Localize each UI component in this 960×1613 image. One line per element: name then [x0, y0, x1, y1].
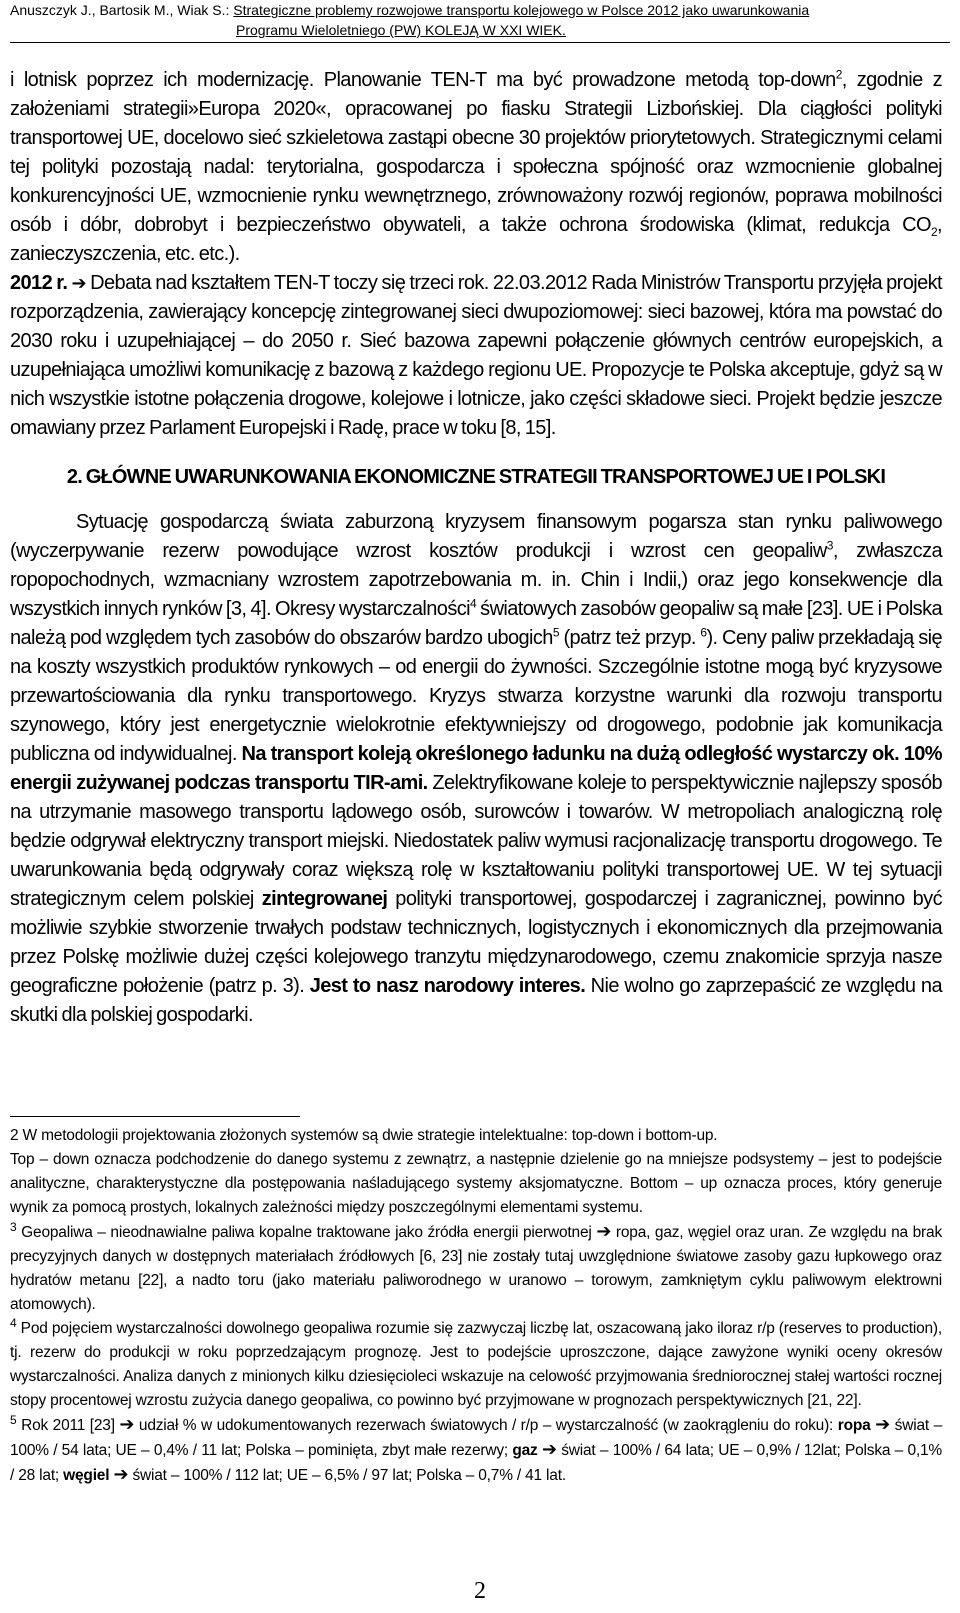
text-run: światowych zasobów geopaliw są małe [23]. UE i Polska należą pod względem tych zasobów do obszarów bardzo ubogich	[10, 598, 942, 649]
footnote-2-continued: Top – down oznacza podchodzenie do danego systemu z zewnątrz, a następnie dzielenie go na mniejsze podsystemy – jest to podejście analityczne, charakterystyczne dla postępowania naśladującego systemy aksjomatyczne. Bottom – up oznacza proces, który generuje wynik za pomocą prostych, lokalnych zależności między poszczególnymi elementami systemu.	[10, 1151, 942, 1216]
footnote-number: 4	[10, 1315, 17, 1330]
text-run: Debata nad kształtem TEN-T toczy się trzeci rok. 22.03.2012 Rada Ministrów Transportu przyjęła projekt rozporządzenia, zawierający koncepcję zintegrowanej sieci dwupoziomowej: sieci bazowej, która ma powstać do 2030 roku i uzupełniającej – do 2050 r. Sieć bazowa zapewni połączenie głównych centrów europejskich, a uzupełniająca umożliwi komunikację z bazową z każdego regionu UE. Propozycje te Polska akceptuje, gdyż są w nich wszystkie istotne połączenia drogowe, kolejowe i lotnicze, jako części składowe sieci. Projekt będzie jeszcze omawiany przez Parlament Europejski i Radę, prace w toku [8, 15].	[10, 272, 942, 439]
text-run: , zgodnie z założeniami strategii»Europa 2020«, opracowanej po fiasku Strategii Lizbońskiej. Dla ciągłości polityki transportowej UE, docelowo sieć szkieletowa zastąpi obecne 30 projektów priorytetowych. Strategicznymi celami tej polityki pozostają nadal: terytorialna, gospodarcza i społeczna spójność oraz wzmocnienie globalnej konkurencyjności UE, wzmocnienie rynku wewnętrznego, zrównoważony rozwój regionów, poprawa mobilności osób i dóbr, dobrobyt i bezpieczeństwo obywateli, a także ochrona środowiska (klimat, redukcja CO	[10, 69, 943, 236]
header-title-part-1: Strategiczne problemy rozwojowe transportu kolejowego w Polsce 2012 jako uwarunkowania	[233, 2, 810, 18]
header-title-part-2: Programu Wieloletniego (PW) KOLEJĄ W XXI WIEK.	[236, 22, 566, 38]
header-authors: Anuszczyk J., Bartosik M., Wiak S.:	[10, 2, 230, 18]
paragraph-economic	[10, 508, 942, 1030]
text-run: świat – 100% / 112 lat; UE – 6,5% / 97 lat; Polska – 0,7% / 41 lat.	[128, 1467, 566, 1484]
footnote-ref-6: 6	[700, 625, 707, 640]
text-run: , zanieczyszczenia, etc. etc.).	[10, 214, 942, 265]
bold-word: ropa	[837, 1417, 871, 1434]
footnote-rule	[10, 1116, 300, 1117]
footnote-4	[10, 1317, 942, 1413]
bold-word: węgiel	[63, 1467, 110, 1484]
paragraph-2012	[10, 269, 942, 443]
footnote-2	[10, 1124, 942, 1148]
header-line-2	[10, 20, 950, 40]
page-number: 2	[474, 1578, 486, 1604]
text-run: Nie wolno go zaprzepaścić ze względu na skutki dla polskiej gospodarki.	[10, 975, 942, 1026]
footnote-ref-3: 3	[826, 538, 833, 553]
footnote-number: 5	[10, 1412, 17, 1427]
footnote-number: 2	[10, 1127, 19, 1144]
text-run: Zelektryfikowane koleje to perspektywicznie najlepszy sposób na utrzymanie masowego transportu lądowego osób, surowców i towarów. W metropoliach analogiczną rolę będzie odgrywał elektryczny transport miejski. Niedostatek paliw wymusi racjonalizację transportu drogowego. Te uwarunkowania będą odgrywały coraz większą rolę w kształtowaniu polityki transportowej UE. W tej sytuacji strategicznym celem polskiej	[10, 772, 942, 910]
arrow-right-icon: ➔	[875, 1414, 891, 1435]
text-run: świat – 100% / 54 lata; UE – 0,4% / 11 lat; Polska – pominięta, zbyt małe rezerwy;	[10, 1417, 942, 1459]
text-run: polityki transportowej, gospodarczej i zagranicznej, powinno być możliwie szybkie stworzenie trwałych podstaw technicznych, logistycznych i ekonomicznych dla przejmowania przez Polskę możliwie dużej części kolejowego tranzytu międzynarodowego, czemu znakomicie sprzyja nasze geograficzne położenie (patrz p. 3).	[10, 888, 942, 997]
arrow-right-icon: ➔	[596, 1221, 612, 1242]
footnote-ref-2: 2	[835, 67, 842, 82]
text-run: Pod pojęciem wystarczalności dowolnego geopaliwa rozumie się zazwyczaj liczbę lat, oszacowaną jako iloraz r/p (reserves to production), tj. rezerw do produkcji w roku poprzedzającym prognozę. Jest to podejście uproszczone, dające zawyżone wyniki oceny okresów wystarczalności. Analiza danych z minionych kilku dziesięcioleci wskazuje na celowość przyjmowania średniorocznej stałej wartości rocznej stopy procentowej wzrostu zużycia danego geopaliwa, co powinno być przyjmowane w prognozach perspektywicznych [21, 22].	[10, 1320, 942, 1409]
footnote-3	[10, 1220, 942, 1317]
paragraph-ten-t	[10, 66, 942, 269]
arrow-right-icon: ➔	[119, 1414, 135, 1435]
bold-statement: Jest to nasz narodowy interes.	[309, 975, 586, 997]
text-run: świat – 100% / 64 lata; UE – 0,9% / 12lat; Polska – 0,1% / 28 lat;	[10, 1442, 942, 1484]
text-run: ropa, gaz, węgiel oraz uran. Ze względu na brak precyzyjnych danych w dostępnych materiałach źródłowych [6, 23] nie zostały tutaj uwzględnione światowe zasoby gazu łupkowego oraz hydratów metanu [22], a nadto toru (jako materiału paliworodnego w uranowo – torowym, zamkniętym cyklu paliwowym elektrowni atomowych).	[10, 1224, 942, 1313]
arrow-right-icon: ➔	[71, 273, 86, 294]
body-text	[10, 66, 942, 1030]
text-run: ). Ceny paliw przekładają się na koszty wszystkich produktów rynkowych – od energii do żywności. Szczególnie istotne mogą być kryzysowe przewartościowania dla rynku transportowego. Kryzys stwarza korzystne warunki dla rozwoju transportu szynowego, który jest energetycznie wielokrotnie efektywniejszy od drogowego, podobnie jak komunikacja publiczna od indywidualnej.	[10, 627, 942, 765]
bold-word: gaz	[512, 1442, 538, 1459]
text-run: Rok 2011 [23]	[16, 1417, 120, 1434]
bold-word: zintegrowanej	[261, 888, 388, 910]
arrow-right-icon: ➔	[541, 1439, 557, 1460]
running-header	[10, 0, 950, 45]
text-run: Sytuację gospodarczą świata zaburzoną kryzysem finansowym pogarsza stan rynku paliwowego (wyczerpywanie rezerw powodujące wzrost kosztów produkcji i wzrost cen geopaliw	[10, 511, 942, 562]
footnote-5	[10, 1413, 942, 1488]
section-heading: 2. GŁÓWNE UWARUNKOWANIA EKONOMICZNE STRATEGII TRANSPORTOWEJ UE I POLSKI	[66, 466, 886, 488]
text-run: W metodologii projektowania złożonych systemów są dwie strategie intelektualne: top-down i bottom-up.	[18, 1127, 718, 1144]
footnote-ref-4: 4	[469, 596, 477, 611]
footnote-number: 3	[10, 1219, 17, 1234]
header-line-1	[10, 0, 950, 20]
footnotes	[10, 1124, 942, 1488]
subscript-2: 2	[930, 225, 938, 239]
header-rule	[10, 42, 950, 43]
text-run: (patrz też przyp.	[558, 627, 701, 649]
text-run: , zwłaszcza ropopochodnych, wzmacniany wzrostem zapotrzebowania m. in. Chin i Indii,) oraz jego konsekwencje dla wszystkich innych rynków [3, 4]. Okresy wystarczalności	[10, 540, 942, 620]
text-run: udział % w udokumentowanych rezerwach światowych / r/p – wystarczalność (w zaokrągleniu do roku):	[134, 1417, 838, 1434]
arrow-right-icon: ➔	[113, 1464, 129, 1485]
year-label: 2012 r.	[10, 272, 68, 294]
footnote-ref-5: 5	[552, 625, 559, 640]
bold-statement: Na transport koleją określonego ładunku na dużą odległość wystarczy ok. 10% energii zużywanej podczas transportu TIR-ami.	[10, 743, 942, 794]
text-run: Geopaliwa – nieodnawialne paliwa kopalne traktowane jako źródła energii pierwotnej	[16, 1224, 597, 1241]
text-run: i lotnisk poprzez ich modernizację. Planowanie TEN-T ma być prowadzone metodą top-down	[10, 69, 836, 91]
